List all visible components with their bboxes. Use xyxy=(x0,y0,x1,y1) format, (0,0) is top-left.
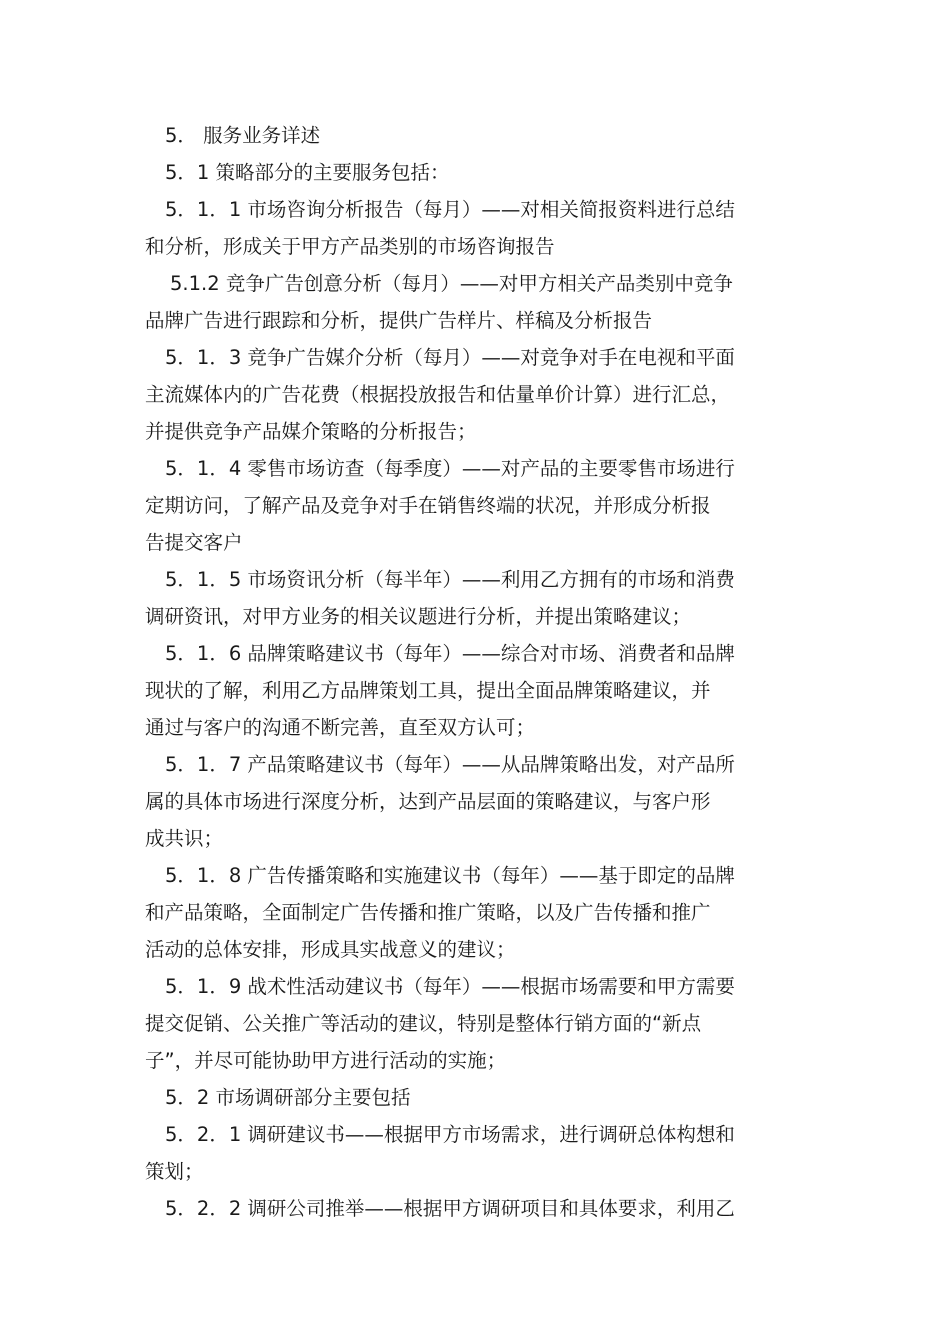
text-line: 调研资讯，对甲方业务的相关议题进行分析，并提出策略建议； xyxy=(145,605,692,628)
text-line: 品牌广告进行跟踪和分析，提供广告样片、样稿及分析报告 xyxy=(145,309,653,332)
text-line: 活动的总体安排，形成具实战意义的建议； xyxy=(145,938,516,961)
text-line: 5．1．7 产品策略建议书（每年）——从品牌策略出发，对产品所 xyxy=(165,753,735,776)
text-line: 通过与客户的沟通不断完善，直至双方认可； xyxy=(145,716,536,739)
text-line: 和产品策略，全面制定广告传播和推广策略，以及广告传播和推广 xyxy=(145,901,711,924)
text-line: 子”，并尽可能协助甲方进行活动的实施； xyxy=(145,1049,507,1072)
paragraph xyxy=(145,339,815,450)
text-line: 5．2．2 调研公司推举——根据甲方调研项目和具体要求，利用乙 xyxy=(165,1197,735,1220)
text-line: 5．1．5 市场资讯分析（每半年）——利用乙方拥有的市场和消费 xyxy=(165,568,735,591)
paragraph xyxy=(145,1079,815,1116)
text-line: 5.1.2 竞争广告创意分析（每月）——对甲方相关产品类别中竞争 xyxy=(170,272,733,295)
paragraph xyxy=(145,117,815,154)
text-line: 定期访问，了解产品及竞争对手在销售终端的状况，并形成分析报 xyxy=(145,494,711,517)
paragraph xyxy=(145,1190,815,1227)
text-line: 5． 服务业务详述 xyxy=(165,124,321,147)
text-line: 提交促销、公关推广等活动的建议，特别是整体行销方面的“新点 xyxy=(145,1012,702,1035)
text-line: 5．1．4 零售市场访查（每季度）——对产品的主要零售市场进行 xyxy=(165,457,735,480)
text-line: 5．1．8 广告传播策略和实施建议书（每年）——基于即定的品牌 xyxy=(165,864,735,887)
paragraph xyxy=(145,154,815,191)
paragraph xyxy=(145,857,815,968)
text-line: 5．1．3 竞争广告媒介分析（每月）——对竞争对手在电视和平面 xyxy=(165,346,735,369)
text-line: 和分析，形成关于甲方产品类别的市场咨询报告 xyxy=(145,235,555,258)
text-line: 5．2．1 调研建议书——根据甲方市场需求，进行调研总体构想和 xyxy=(165,1123,735,1146)
text-line: 5．1 策略部分的主要服务包括： xyxy=(165,161,450,184)
text-line: 成共识； xyxy=(145,827,224,850)
paragraph xyxy=(145,450,815,561)
paragraph xyxy=(145,746,815,857)
text-line: 告提交客户 xyxy=(145,531,243,554)
paragraph xyxy=(145,968,815,1079)
document-body xyxy=(145,117,815,1227)
text-line: 属的具体市场进行深度分析，达到产品层面的策略建议，与客户形 xyxy=(145,790,711,813)
text-line: 5．1．1 市场咨询分析报告（每月）——对相关简报资料进行总结 xyxy=(165,198,735,221)
text-line: 现状的了解，利用乙方品牌策划工具，提出全面品牌策略建议，并 xyxy=(145,679,711,702)
paragraph xyxy=(145,561,815,635)
paragraph xyxy=(145,265,815,339)
text-line: 5．2 市场调研部分主要包括 xyxy=(165,1086,411,1109)
text-line: 5．1．6 品牌策略建议书（每年）——综合对市场、消费者和品牌 xyxy=(165,642,735,665)
paragraph xyxy=(145,1116,815,1190)
text-line: 主流媒体内的广告花费（根据投放报告和估量单价计算）进行汇总， xyxy=(145,383,731,406)
paragraph xyxy=(145,191,815,265)
text-line: 策划； xyxy=(145,1160,204,1183)
text-line: 5．1．9 战术性活动建议书（每年）——根据市场需要和甲方需要 xyxy=(165,975,735,998)
text-line: 并提供竞争产品媒介策略的分析报告； xyxy=(145,420,477,443)
paragraph xyxy=(145,635,815,746)
